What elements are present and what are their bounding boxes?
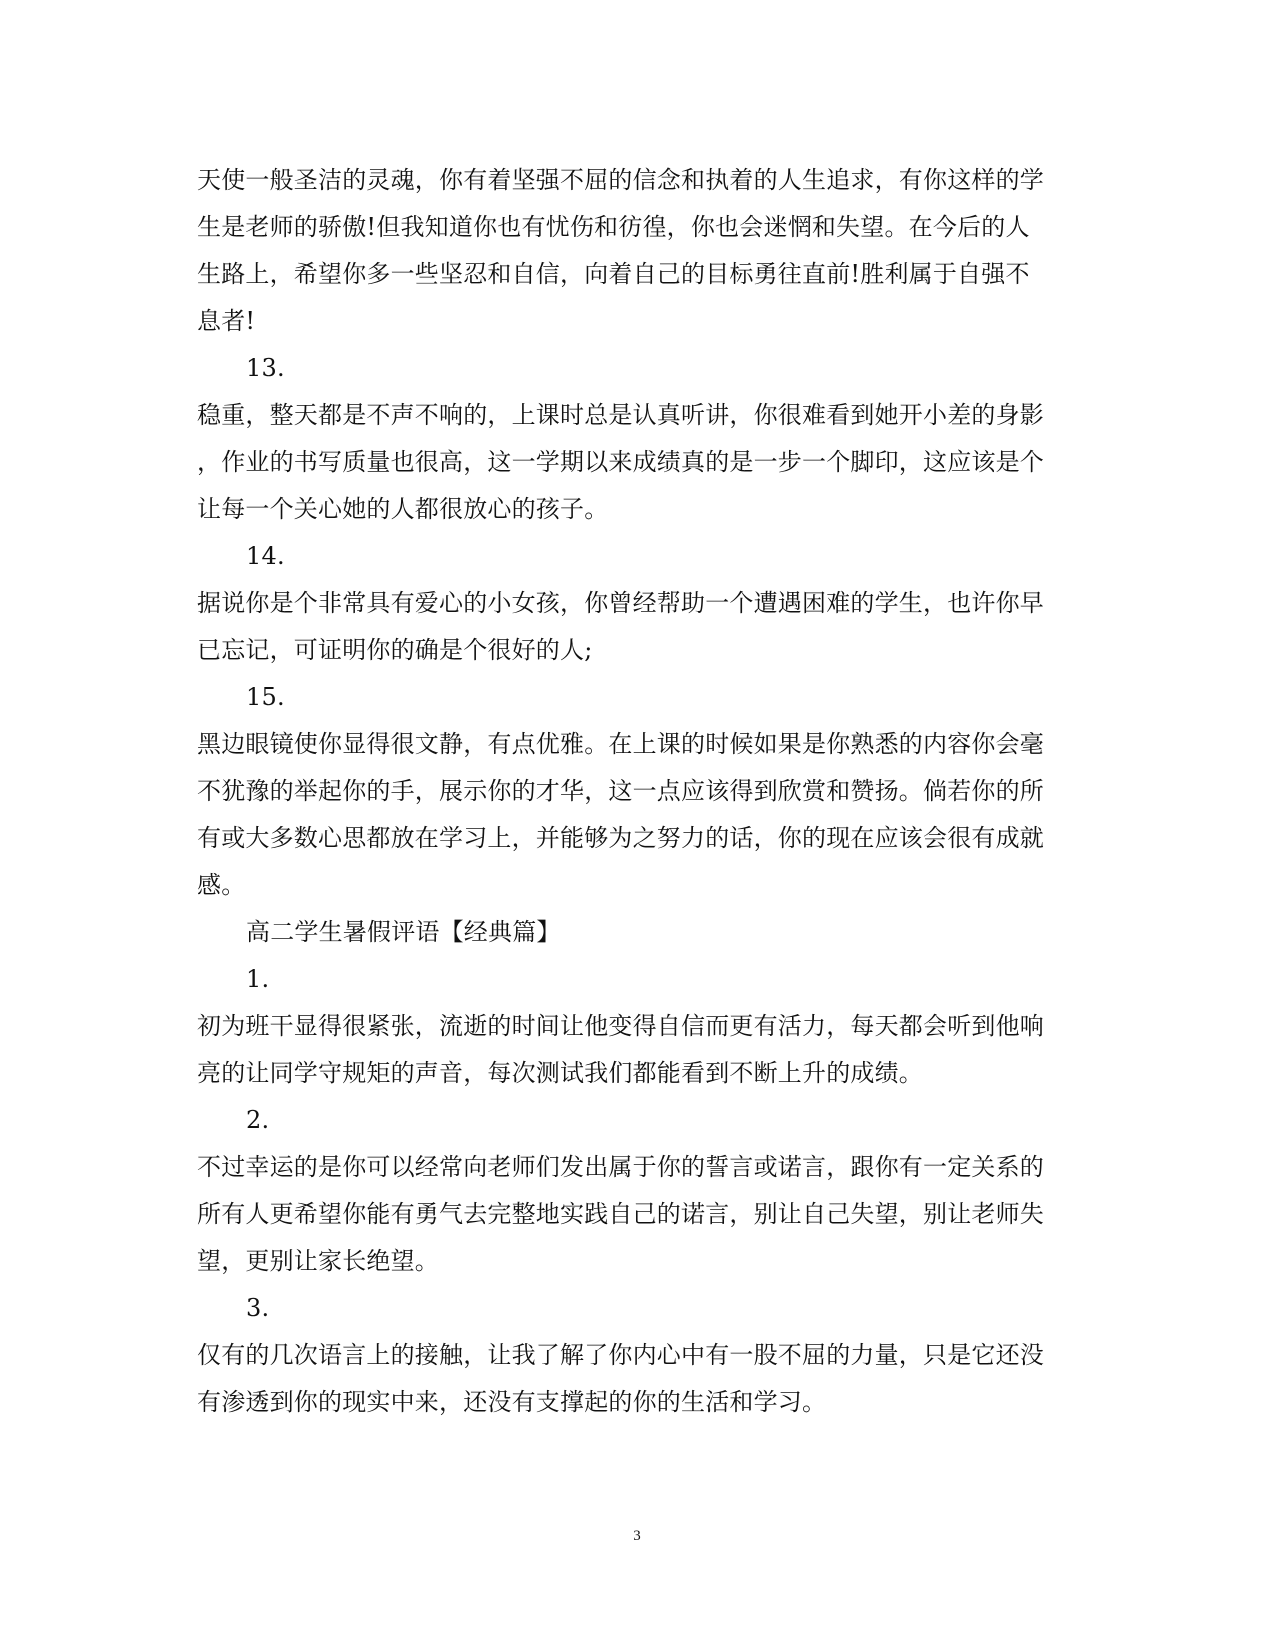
body-text-line: 不过幸运的是你可以经常向老师们发出属于你的誓言或诺言，跟你有一定关系的 — [197, 1153, 1044, 1181]
body-text-line: 初为班干显得很紧张，流逝的时间让他变得自信而更有活力，每天都会听到他响 — [197, 1012, 1044, 1040]
body-text-line: 天使一般圣洁的灵魂，你有着坚强不屈的信念和执着的人生追求，有你这样的学 — [197, 166, 1044, 194]
item-number: 14. — [246, 542, 285, 570]
body-text-line: 让每一个关心她的人都很放心的孩子。 — [197, 495, 609, 523]
body-text-line: 亮的让同学守规矩的声音，每次测试我们都能看到不断上升的成绩。 — [197, 1059, 923, 1087]
body-text-line: 有或大多数心思都放在学习上，并能够为之努力的话，你的现在应该会很有成就 — [197, 824, 1044, 852]
section-heading: 高二学生暑假评语【经典篇】 — [246, 918, 561, 946]
body-text-line: ，作业的书写质量也很高，这一学期以来成绩真的是一步一个脚印，这应该是个 — [197, 448, 1044, 476]
body-text-line: 黑边眼镜使你显得很文静，有点优雅。在上课的时候如果是你熟悉的内容你会毫 — [197, 730, 1044, 758]
body-text-line: 有渗透到你的现实中来，还没有支撑起的你的生活和学习。 — [197, 1388, 827, 1416]
body-text-line: 稳重，整天都是不声不响的，上课时总是认真听讲，你很难看到她开小差的身影 — [197, 401, 1044, 429]
body-text-line: 仅有的几次语言上的接触，让我了解了你内心中有一股不屈的力量，只是它还没 — [197, 1341, 1044, 1369]
body-text-line: 不犹豫的举起你的手，展示你的才华，这一点应该得到欣赏和赞扬。倘若你的所 — [197, 777, 1044, 805]
body-text-line: 生是老师的骄傲!但我知道你也有忧伤和彷徨，你也会迷惘和失望。在今后的人 — [197, 213, 1030, 241]
item-number: 1. — [246, 965, 270, 993]
body-text-line: 已忘记，可证明你的确是个很好的人; — [197, 636, 593, 664]
body-text-line: 据说你是个非常具有爱心的小女孩，你曾经帮助一个遭遇困难的学生，也许你早 — [197, 589, 1044, 617]
body-text-line: 生路上，希望你多一些坚忍和自信，向着自己的目标勇往直前!胜利属于自强不 — [197, 260, 1030, 288]
body-text-line: 息者! — [197, 307, 256, 335]
body-text-line: 所有人更希望你能有勇气去完整地实践自己的诺言，别让自己失望，别让老师失 — [197, 1200, 1044, 1228]
item-number: 2. — [246, 1106, 270, 1134]
page-number: 3 — [633, 1528, 641, 1544]
item-number: 3. — [246, 1294, 270, 1322]
body-text-line: 望，更别让家长绝望。 — [197, 1247, 439, 1275]
body-text-line: 感。 — [197, 871, 246, 899]
item-number: 13. — [246, 354, 285, 382]
item-number: 15. — [246, 683, 285, 711]
